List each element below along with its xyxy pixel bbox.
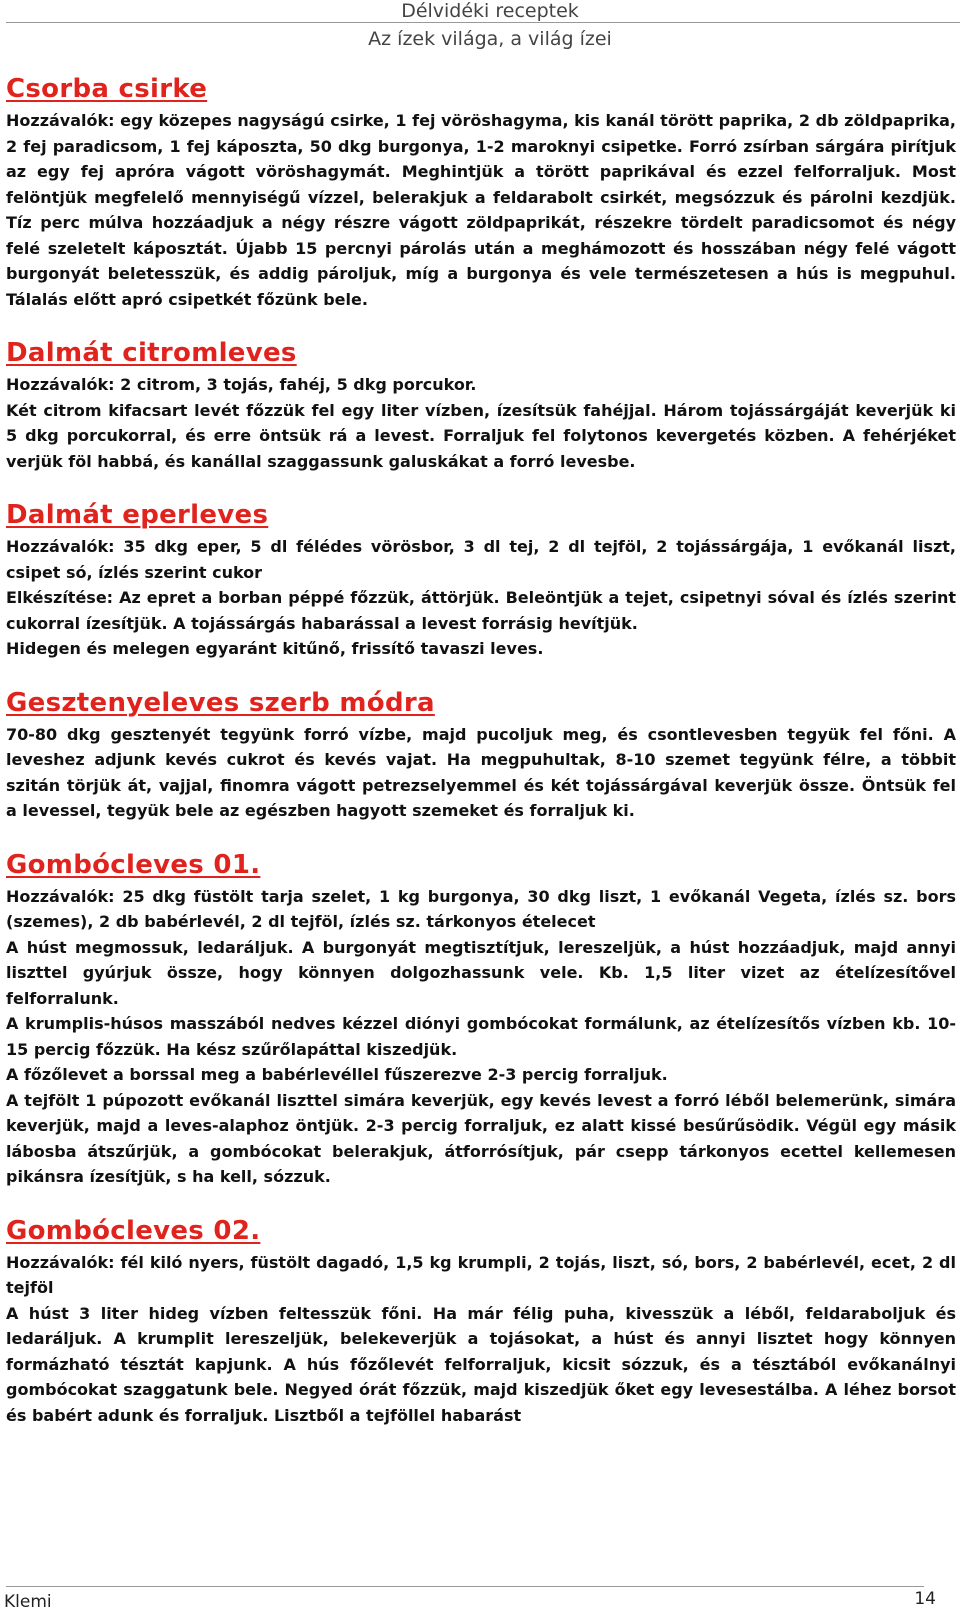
recipe-title: Gesztenyeleves szerb módra xyxy=(6,687,435,718)
recipe-paragraph: Két citrom kifacsart levét főzzük fel egy liter vízben, ízesítsük fahéjjal. Három tojássárgáját keverjük ki 5 dkg porcukorral, és erre öntsük rá a levest. Forraljuk fel folytonos kevergetés közben. A fehérjéket verjük föl habbá, és kanállal szaggassunk galuskákat a forró levesbe. xyxy=(6,400,956,471)
recipe-section xyxy=(6,848,956,1190)
recipe-title: Dalmát citromleves xyxy=(6,338,297,368)
footer-author: Klemi xyxy=(4,1592,52,1612)
recipe-paragraph: A krumplis-húsos masszából nedves kézzel diónyi gombócokat formálunk, az ételízesítős vízben kb. 10-15 percig főzzük. Ha kész szűrőlapáttal kiszedjük. xyxy=(6,1014,956,1059)
recipe-paragraph: A főzőlevet a borssal meg a babérlevéllel fűszerezve 2-3 percig forraljuk. xyxy=(6,1065,668,1084)
recipe-list xyxy=(6,72,956,1452)
recipe-paragraph: Hozzávalók: egy közepes nagyságú csirke, 1 fej vöröshagyma, kis kanál törött paprika, 2 db zöldpaprika, 2 fej paradicsom, 1 fej káposzta, 50 dkg burgonya, 1-2 maroknyi csipetke. Forró zsírban sárgára pirítjuk az egy fej apróra vágott vöröshagymát. Meghintjük a törött paprikával és ezzel felforraljuk. Most felöntjük megfelelő mennyiségű vízzel, belerakjuk a feldarabolt csirkét, megsózzuk és párolni kezdjük. Tíz perc múlva hozzáadjuk a négy részre vágott zöldpaprikát, részekre tördelt paradicsomot és négy felé szeletelt káposztát. Újabb 15 percnyi párolás után a meghámozott és hosszában négy felé vágott burgonyát beletesszük, és addig pároljuk, míg a burgonya és vele természetesen a hús is megpuhul. Tálalás előtt apró csipetkét főzünk bele. xyxy=(6,111,956,309)
recipe-title: Csorba csirke xyxy=(6,74,208,104)
header-rule xyxy=(6,22,960,23)
recipe-section xyxy=(6,498,956,662)
recipe-section xyxy=(6,336,956,474)
recipe-paragraph: 70-80 dkg gesztenyét tegyünk forró vízbe, majd pucoljuk meg, és csontlevesben tegyük fel főni. A leveshez adjunk kevés cukrot és kevés vajat. Ha megpuhultak, 8-10 szemet tegyünk félre, a többit szitán törjük át, vajjal, finomra vágott petrezselyemmel és két tojássárgával keverjük össze. Öntsük fel a levessel, tegyük bele az egészben hagyott szemeket és forraljuk ki. xyxy=(6,724,956,820)
header-subtitle: Az ízek világa, a világ ízei xyxy=(368,28,612,50)
recipe-paragraph: Elkészítése: Az epret a borban péppé főzzük, áttörjük. Beleöntjük a tejet, csipetnyi sóval és ízlés szerint cukorral ízesítjük. A tojássárgás habarással a levest forrásig hevítjük. xyxy=(6,588,956,633)
recipe-paragraph: Hozzávalók: 2 citrom, 3 tojás, fahéj, 5 dkg porcukor. xyxy=(6,375,477,394)
recipe-paragraph: A tejfölt 1 púpozott evőkanál liszttel simára keverjük, egy kevés levest a forró léből belemerünk, simára keverjük, majd a leves-alaphoz öntjük. 2-3 percig forraljuk, ez alatt kissé besűrűsödik. Végül egy másik lábosba átszűrjük, a gombócokat belerakjuk, átforrósítjuk, pár csepp tárkonyos ecettel kellemesen pikánsra ízesítjük, s ha kell, sózzuk. xyxy=(6,1090,956,1186)
recipe-paragraph: Hozzávalók: 35 dkg eper, 5 dl félédes vörösbor, 3 dl tej, 2 dl tejföl, 2 tojássárgája, 1 evőkanál liszt, csipet só, ízlés szerint cukor xyxy=(6,537,956,582)
header-title: Délvidéki receptek xyxy=(401,0,579,22)
recipe-section xyxy=(6,72,956,312)
recipe-paragraph: Hozzávalók: 25 dkg füstölt tarja szelet, 1 kg burgonya, 30 dkg liszt, 1 evőkanál Vegeta, ízlés sz. bors (szemes), 2 db babérlevél, 2 dl tejföl, ízlés sz. tárkonyos ételecet xyxy=(6,886,956,931)
recipe-section xyxy=(6,686,956,824)
recipe-title: Dalmát eperleves xyxy=(6,500,269,530)
footer-rule xyxy=(6,1586,924,1587)
recipe-section xyxy=(6,1214,956,1429)
recipe-paragraph: A húst 3 liter hideg vízben feltesszük főni. Ha már félig puha, kivesszük a léből, feldaraboljuk és ledaráljuk. A krumplit lereszeljük, belekeverjük a tojásokat, a húst és annyi lisztet hogy könnyen formázható tésztát kapjunk. A hús főzőlevét felforraljuk, kicsit sózzuk, és a tésztából evőkanálnyi gombócokat szaggatunk bele. Negyed órát főzzük, majd kiszedjük őket egy levesestálba. A léhez borsot és babért adunk és forraljuk. Lisztből a tejföllel habarást xyxy=(6,1303,956,1425)
recipe-paragraph: Hozzávalók: fél kiló nyers, füstölt dagadó, 1,5 kg krumpli, 2 tojás, liszt, só, bors, 2 babérlevél, ecet, 2 dl tejföl xyxy=(6,1252,956,1297)
recipe-title: Gombócleves 02. xyxy=(6,1215,261,1246)
recipe-title: Gombócleves 01. xyxy=(6,849,261,880)
recipe-paragraph: Hidegen és melegen egyaránt kitűnő, frissítő tavaszi leves. xyxy=(6,639,544,658)
page-number: 14 xyxy=(914,1589,936,1609)
recipe-paragraph: A húst megmossuk, ledaráljuk. A burgonyát megtisztítjuk, lereszeljük, a húst hozzáadjuk, majd annyi liszttel gyúrjuk össze, hogy könnyen dolgozhassunk vele. Kb. 1,5 liter vizet az ételízesítővel felforralunk. xyxy=(6,937,956,1008)
